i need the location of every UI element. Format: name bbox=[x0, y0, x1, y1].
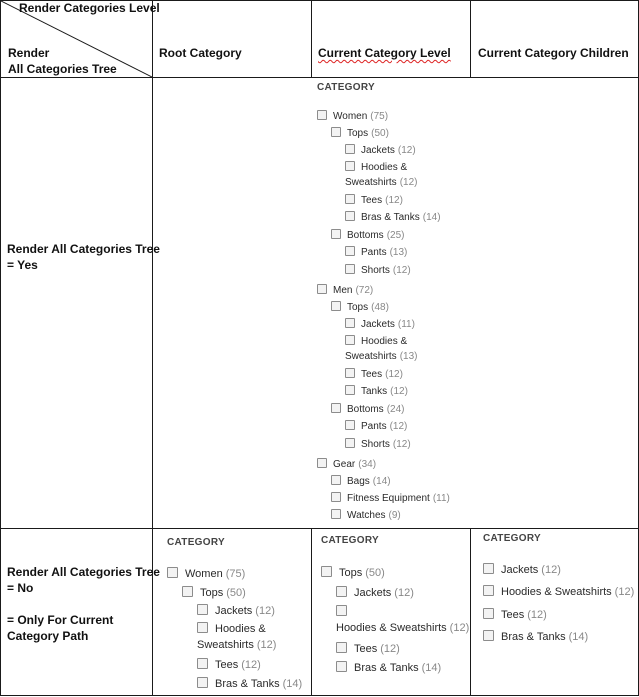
category-option-tops[interactable] bbox=[182, 585, 246, 601]
category-option-bras-tanks[interactable] bbox=[197, 676, 302, 692]
checkbox-icon[interactable] bbox=[331, 229, 341, 239]
grid-line-col3-lower bbox=[470, 528, 471, 696]
checkbox-icon[interactable] bbox=[197, 622, 208, 633]
checkbox-icon[interactable] bbox=[345, 161, 355, 171]
row-label-yes: Render All Categories Tree = Yes bbox=[7, 242, 160, 272]
checkbox-icon[interactable] bbox=[182, 586, 193, 597]
category-option-shorts[interactable] bbox=[345, 263, 411, 278]
checkbox-icon[interactable] bbox=[345, 420, 355, 430]
category-count: (12) bbox=[392, 265, 411, 276]
category-option-bras-tanks[interactable] bbox=[345, 210, 441, 225]
category-label: Bras & Tanks bbox=[354, 662, 419, 674]
category-count: (12) bbox=[385, 369, 403, 380]
filter-title: CATEGORY bbox=[167, 537, 225, 548]
category-label: Hoodies & Sweatshirts bbox=[345, 336, 408, 362]
category-option-tops[interactable] bbox=[331, 300, 389, 315]
header-root-category: Root Category bbox=[159, 46, 242, 60]
category-label: Bottoms bbox=[347, 230, 384, 241]
category-count: (12) bbox=[394, 587, 414, 599]
checkbox-icon[interactable] bbox=[483, 608, 494, 619]
grid-line-header bbox=[0, 77, 639, 78]
category-count: (12) bbox=[241, 659, 261, 671]
category-count: (48) bbox=[371, 302, 389, 313]
filter-title: CATEGORY bbox=[483, 533, 541, 544]
category-label: Jackets bbox=[501, 564, 539, 576]
category-label: Bras & Tanks bbox=[361, 212, 420, 223]
category-option-pants[interactable] bbox=[345, 245, 407, 260]
category-count: (14) bbox=[282, 678, 303, 690]
category-label: Pants bbox=[361, 247, 387, 258]
category-label: Bras & Tanks bbox=[215, 678, 280, 690]
category-count: (75) bbox=[370, 111, 389, 122]
checkbox-icon[interactable] bbox=[345, 368, 355, 378]
checkbox-icon[interactable] bbox=[345, 194, 355, 204]
category-count: (12) bbox=[397, 145, 416, 156]
row-label-no: Render All Categories Tree = No = Only For Current Category Path bbox=[7, 565, 160, 643]
category-label: Tops bbox=[347, 128, 369, 139]
category-option-tees[interactable] bbox=[483, 607, 547, 623]
checkbox-icon[interactable] bbox=[483, 585, 494, 596]
category-label: Tanks bbox=[361, 386, 388, 397]
filter-title: CATEGORY bbox=[321, 535, 379, 546]
category-count: (13) bbox=[389, 247, 408, 258]
checkbox-icon[interactable] bbox=[197, 604, 208, 615]
category-option-tops[interactable] bbox=[321, 565, 385, 581]
category-label: Tees bbox=[361, 369, 383, 380]
checkbox-icon[interactable] bbox=[317, 284, 327, 294]
category-option-tees[interactable] bbox=[345, 193, 403, 208]
category-count: (14) bbox=[568, 631, 589, 643]
category-label: Women bbox=[333, 111, 368, 122]
category-option-tees[interactable] bbox=[345, 367, 403, 382]
category-label: Watches bbox=[347, 510, 386, 521]
category-option-tees[interactable] bbox=[336, 641, 400, 657]
grid-line-col3 bbox=[470, 0, 471, 78]
category-label: Bras & Tanks bbox=[501, 631, 566, 643]
checkbox-icon[interactable] bbox=[331, 127, 341, 137]
filter-title: CATEGORY bbox=[317, 82, 375, 93]
category-count: (13) bbox=[399, 351, 418, 362]
category-label: Tees bbox=[354, 643, 378, 655]
header-current-level: Current Category Level bbox=[318, 46, 451, 60]
category-count: (50) bbox=[226, 587, 246, 599]
category-count: (12) bbox=[614, 586, 635, 598]
category-label: Men bbox=[333, 285, 353, 296]
category-label: Shorts bbox=[361, 439, 390, 450]
grid-line-left bbox=[0, 0, 1, 696]
category-label: Shorts bbox=[361, 265, 390, 276]
category-label: Jackets bbox=[361, 145, 395, 156]
checkbox-icon[interactable] bbox=[483, 563, 494, 574]
category-label: Tees bbox=[501, 609, 525, 621]
checkbox-icon[interactable] bbox=[345, 385, 355, 395]
checkbox-icon[interactable] bbox=[331, 301, 341, 311]
checkbox-icon[interactable] bbox=[331, 403, 341, 413]
category-label: Hoodies & Sweatshirts bbox=[336, 622, 447, 634]
category-option-hoodies-sweatshirts[interactable] bbox=[483, 584, 634, 600]
category-option-hoodies-sweatshirts[interactable] bbox=[345, 160, 417, 190]
category-count: (12) bbox=[255, 605, 275, 617]
category-option-women[interactable] bbox=[167, 566, 245, 582]
category-count: (12) bbox=[399, 177, 418, 188]
category-count: (12) bbox=[385, 195, 403, 206]
checkbox-icon[interactable] bbox=[321, 566, 332, 577]
category-count: (24) bbox=[386, 404, 405, 415]
category-option-hoodies-sweatshirts[interactable] bbox=[197, 621, 276, 653]
checkbox-icon[interactable] bbox=[331, 475, 341, 485]
category-count: (12) bbox=[527, 609, 547, 621]
category-count: (12) bbox=[256, 639, 277, 651]
category-label: Jackets bbox=[361, 319, 395, 330]
header-current-children: Current Category Children bbox=[478, 46, 629, 60]
category-label: Bags bbox=[347, 476, 370, 487]
category-count: (12) bbox=[380, 643, 400, 655]
checkbox-icon[interactable] bbox=[345, 211, 355, 221]
header-render-level: Render Categories Level bbox=[19, 1, 160, 15]
category-option-tees[interactable] bbox=[197, 657, 261, 673]
grid-line-col2-lower bbox=[311, 528, 312, 696]
category-count: (50) bbox=[371, 128, 389, 139]
category-label: Pants bbox=[361, 421, 387, 432]
category-label: Jackets bbox=[215, 605, 253, 617]
category-label: Tops bbox=[339, 567, 363, 579]
category-label: Women bbox=[185, 568, 223, 580]
category-label: Tops bbox=[347, 302, 369, 313]
category-label: Gear bbox=[333, 459, 356, 470]
checkbox-icon[interactable] bbox=[345, 246, 355, 256]
category-option-jackets[interactable] bbox=[336, 585, 414, 601]
category-option-bottoms[interactable] bbox=[331, 402, 404, 417]
category-label: Tees bbox=[361, 195, 383, 206]
category-label: Fitness Equipment bbox=[347, 493, 430, 504]
category-option-gear[interactable] bbox=[317, 457, 376, 472]
category-option-hoodies-sweatshirts[interactable] bbox=[345, 334, 417, 364]
category-option-watches[interactable] bbox=[331, 508, 401, 523]
category-count: (34) bbox=[358, 459, 377, 470]
category-count: (72) bbox=[355, 285, 374, 296]
category-option-women[interactable] bbox=[317, 109, 388, 124]
checkbox-icon[interactable] bbox=[167, 567, 178, 578]
category-count: (12) bbox=[449, 622, 470, 634]
category-option-jackets[interactable] bbox=[197, 603, 275, 619]
checkbox-icon[interactable] bbox=[197, 677, 208, 688]
checkbox-icon[interactable] bbox=[345, 318, 355, 328]
category-option-jackets[interactable] bbox=[345, 143, 416, 158]
category-option-bras-tanks[interactable] bbox=[483, 629, 588, 645]
category-count: (14) bbox=[421, 662, 442, 674]
category-count: (12) bbox=[541, 564, 561, 576]
category-count: (14) bbox=[422, 212, 441, 223]
category-count: (50) bbox=[365, 567, 385, 579]
checkbox-icon[interactable] bbox=[345, 335, 355, 345]
category-option-bags[interactable] bbox=[331, 474, 391, 489]
checkbox-icon[interactable] bbox=[331, 509, 341, 519]
category-option-jackets[interactable] bbox=[483, 562, 561, 578]
grid-line-row bbox=[0, 528, 639, 529]
category-option-bottoms[interactable] bbox=[331, 228, 404, 243]
grid-line-col2 bbox=[311, 0, 312, 78]
category-option-jackets[interactable] bbox=[345, 317, 415, 332]
checkbox-icon[interactable] bbox=[336, 586, 347, 597]
category-label: Hoodies & Sweatshirts bbox=[501, 586, 612, 598]
checkbox-icon[interactable] bbox=[331, 492, 341, 502]
category-option-shorts[interactable] bbox=[345, 437, 411, 452]
grid-line-bottom bbox=[0, 695, 639, 696]
category-label: Jackets bbox=[354, 587, 392, 599]
checkbox-icon[interactable] bbox=[345, 264, 355, 274]
category-count: (25) bbox=[386, 230, 405, 241]
category-count: (12) bbox=[389, 421, 408, 432]
category-label: Hoodies & Sweatshirts bbox=[197, 623, 266, 651]
checkbox-icon[interactable] bbox=[317, 458, 327, 468]
category-count: (14) bbox=[372, 476, 391, 487]
category-count: (75) bbox=[225, 568, 246, 580]
category-count: (11) bbox=[432, 493, 450, 504]
category-option-fitness-equipment[interactable] bbox=[331, 491, 450, 506]
category-count: (12) bbox=[392, 439, 411, 450]
category-option-hoodies-sweatshirts[interactable] bbox=[336, 604, 468, 636]
category-label: Tees bbox=[215, 659, 239, 671]
category-option-tops[interactable] bbox=[331, 126, 389, 141]
category-count: (11) bbox=[397, 319, 415, 330]
category-count: (12) bbox=[390, 386, 408, 397]
category-label: Bottoms bbox=[347, 404, 384, 415]
checkbox-icon[interactable] bbox=[345, 144, 355, 154]
checkbox-icon[interactable] bbox=[317, 110, 327, 120]
header-render-all-tree: Render All Categories Tree bbox=[8, 46, 117, 76]
checkbox-icon[interactable] bbox=[483, 630, 494, 641]
checkbox-icon[interactable] bbox=[336, 642, 347, 653]
category-label: Hoodies & Sweatshirts bbox=[345, 162, 408, 188]
category-option-pants[interactable] bbox=[345, 419, 407, 434]
checkbox-icon[interactable] bbox=[336, 605, 347, 616]
checkbox-icon[interactable] bbox=[336, 661, 347, 672]
category-option-bras-tanks[interactable] bbox=[336, 660, 441, 676]
category-label: Tops bbox=[200, 587, 224, 599]
checkbox-icon[interactable] bbox=[197, 658, 208, 669]
category-option-men[interactable] bbox=[317, 283, 373, 298]
checkbox-icon[interactable] bbox=[345, 438, 355, 448]
category-option-tanks[interactable] bbox=[345, 384, 408, 399]
category-count: (9) bbox=[388, 510, 401, 521]
